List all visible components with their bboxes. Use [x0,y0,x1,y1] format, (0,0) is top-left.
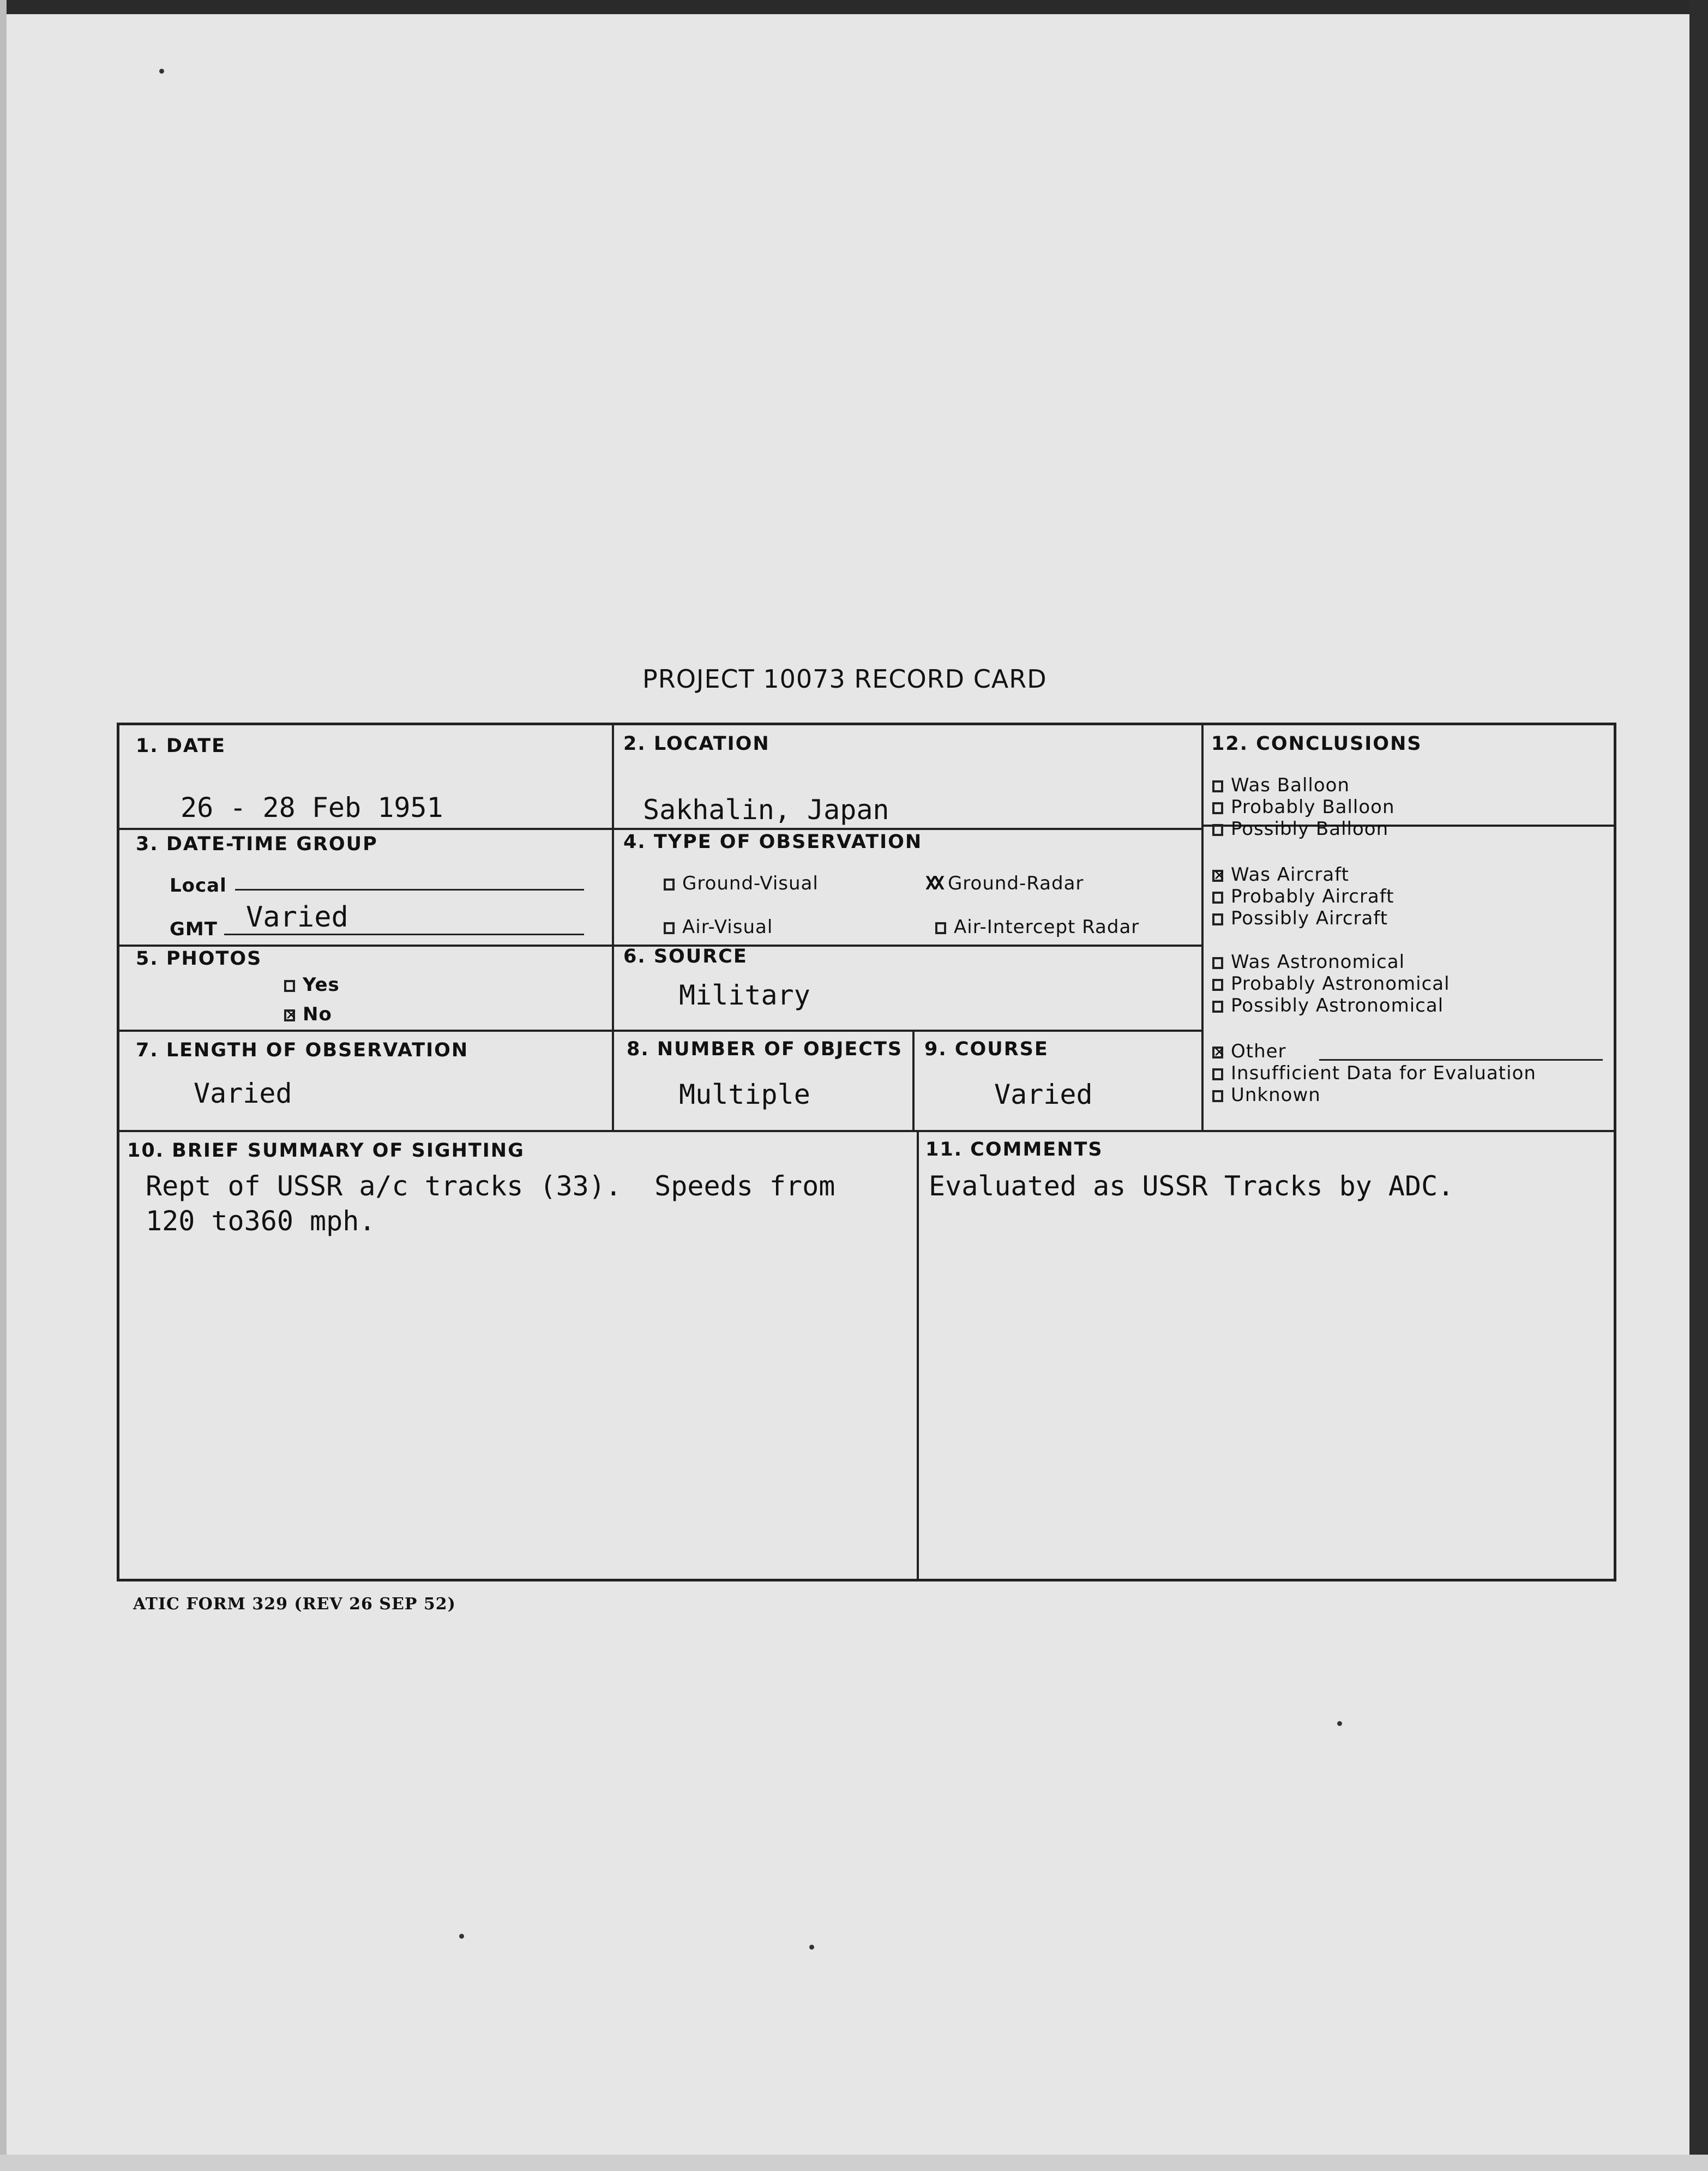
ground-visual-text: Ground-Visual [682,873,819,894]
gmt-label: GMT [170,918,218,940]
conclusion-checkbox [1212,780,1223,792]
conclusion-text: Possibly Aircraft [1231,907,1388,929]
photos-no-option [284,1003,332,1025]
speck [809,1945,814,1950]
source-value: Military [679,979,810,1011]
conclusion-possibly-astronomical [1212,995,1444,1017]
conclusion-other [1212,1041,1286,1062]
conclusion-checkbox [1212,1068,1223,1080]
comments-label: 11. COMMENTS [925,1139,1103,1160]
gmt-field [224,934,584,935]
photos-yes-option [284,974,340,996]
col-divider [917,1132,919,1579]
conclusion-text: Probably Aircraft [1231,886,1394,907]
conclusion-text: Other [1231,1041,1286,1062]
conclusions-label: 12. CONCLUSIONS [1211,733,1422,755]
number-of-objects-value: Multiple [679,1079,810,1110]
photos-no-checkbox-checked [284,1009,295,1021]
speck [159,69,164,74]
air-visual-option [664,916,773,938]
conclusion-was-balloon [1212,774,1350,796]
number-of-objects-label: 8. NUMBER OF OBJECTS [627,1038,903,1060]
date-label: 1. DATE [136,735,226,757]
location-label: 2. LOCATION [623,733,770,755]
summary-label: 10. BRIEF SUMMARY OF SIGHTING [127,1140,525,1162]
air-visual-checkbox [664,922,675,934]
gmt-value: Varied [246,901,348,934]
summary-line-1: Rept of USSR a/c tracks (33). Speeds from [146,1170,835,1202]
row-divider [119,828,1201,830]
date-value: 26 - 28 Feb 1951 [181,792,443,823]
other-field [1319,1059,1603,1061]
scan-edge-right [1689,0,1708,2171]
conclusion-unknown [1212,1084,1321,1106]
conclusion-insufficient-data [1212,1062,1536,1084]
ground-radar-text: Ground-Radar [947,873,1084,894]
conclusion-checkbox-checked [1212,870,1223,882]
type-of-observation-label: 4. TYPE OF OBSERVATION [623,831,923,853]
local-field [235,889,584,891]
ground-radar-mark: XX [925,873,941,894]
photos-yes-text: Yes [303,974,340,996]
conclusion-checkbox [1212,824,1223,836]
photos-yes-checkbox [284,980,295,992]
conclusion-checkbox [1212,1090,1223,1102]
conclusion-was-astronomical [1212,951,1405,973]
conclusion-checkbox [1212,979,1223,991]
col-divider [912,1032,915,1130]
air-intercept-radar-checkbox [935,922,946,934]
conclusion-text: Was Astronomical [1231,951,1405,973]
conclusion-checkbox [1212,892,1223,904]
scan-edge-bottom [0,2155,1708,2171]
local-label: Local [170,875,227,897]
course-value: Varied [994,1079,1093,1110]
conclusion-text: Probably Balloon [1231,796,1395,818]
col-divider [612,725,614,1130]
conclusion-text: Was Balloon [1231,774,1350,796]
conclusion-checkbox [1212,957,1223,969]
conclusion-text: Probably Astronomical [1231,973,1450,995]
conclusion-probably-balloon [1212,796,1395,818]
conclusion-possibly-aircraft [1212,907,1388,929]
conclusion-checkbox [1212,913,1223,925]
scan-edge-left [0,0,7,2171]
course-label: 9. COURSE [924,1038,1049,1060]
conclusion-was-aircraft [1212,864,1349,886]
length-of-observation-label: 7. LENGTH OF OBSERVATION [136,1039,469,1061]
conclusion-checkbox [1212,1001,1223,1013]
conclusion-probably-aircraft [1212,886,1394,907]
form-footer: ATIC FORM 329 (REV 26 SEP 52) [133,1595,456,1614]
comments-value: Evaluated as USSR Tracks by ADC. [929,1170,1454,1202]
ground-visual-checkbox [664,879,675,891]
date-time-group-label: 3. DATE-TIME GROUP [136,833,378,855]
photos-label: 5. PHOTOS [136,948,262,970]
scan-edge-top [0,0,1708,14]
photos-no-text: No [303,1003,332,1025]
summary-line-2: 120 to360 mph. [146,1205,376,1237]
row-divider [119,1130,1614,1132]
conclusion-text: Possibly Balloon [1231,818,1389,840]
speck [1337,1721,1342,1726]
conclusion-probably-astronomical [1212,973,1450,995]
row-divider [119,1030,1201,1032]
col-divider [1201,725,1204,1130]
conclusion-text: Was Aircraft [1231,864,1349,886]
air-intercept-radar-option [935,916,1139,938]
air-visual-text: Air-Visual [682,916,773,938]
speck [459,1934,464,1939]
conclusion-checkbox-checked [1212,1047,1223,1059]
ground-radar-option [925,873,1084,894]
length-of-observation-value: Varied [194,1078,292,1109]
card-title: PROJECT 10073 RECORD CARD [642,664,1047,694]
conclusion-checkbox [1212,802,1223,814]
conclusion-text: Unknown [1231,1084,1321,1106]
air-intercept-radar-text: Air-Intercept Radar [954,916,1140,938]
ground-visual-option [664,873,819,894]
source-label: 6. SOURCE [623,946,748,967]
record-card [117,723,1616,1581]
conclusion-text: Possibly Astronomical [1231,995,1444,1017]
conclusion-text: Insufficient Data for Evaluation [1231,1062,1536,1084]
conclusion-possibly-balloon [1212,818,1388,840]
location-value: Sakhalin, Japan [643,794,889,826]
